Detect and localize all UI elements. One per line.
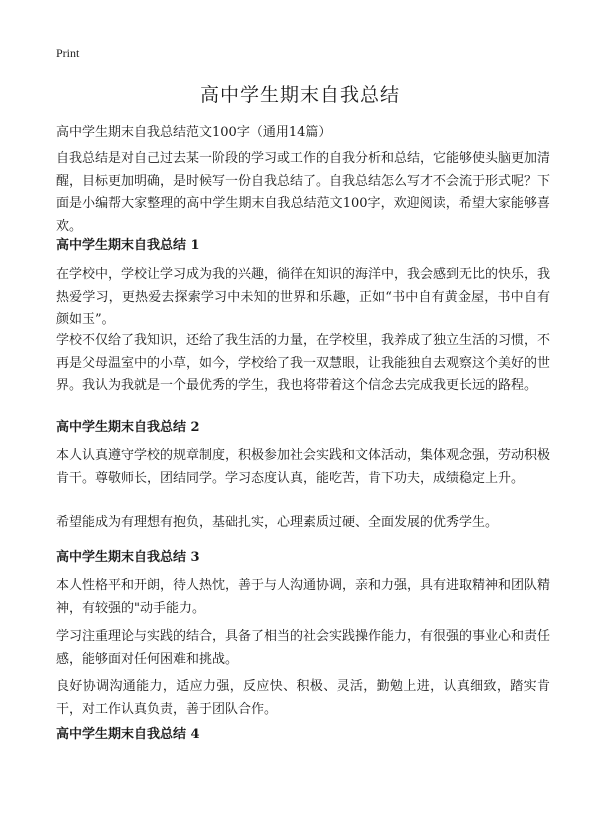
document-subtitle: 高中学生期末自我总结范文100字（通用14篇） [56,125,332,140]
section-3-paragraph-1: 本人性格平和开朗，待人热忱，善于与人沟通协调，亲和力强，具有进取精神和团队精神，有较强的"动手能力。 [56,578,551,616]
document-title: 高中学生期末自我总结 [199,84,400,106]
section-2-paragraph-2: 希望能成为有理想有抱负，基础扎实，心理素质过硬、全面发展的优秀学生。 [56,515,499,530]
section-3-paragraph-3: 良好协调沟通能力，适应力强，反应快、积极、灵活，勤勉上进，认真细致，踏实肯干，对工作认真负责，善于团队合作。 [56,679,550,717]
intro-paragraph: 自我总结是对自己过去某一阶段的学习或工作的自我分析和总结，它能够使头脑更加清醒，目标更加明确，是时候写一份自我总结了。自我总结怎么写才不会流于形式呢？下面是小编帮大家整理的高中学生期末自我总结范文100字，欢迎阅读，希望大家能够喜欢。 [56,151,551,234]
section-2-paragraph-1: 本人认真遵守学校的规章制度，积极参加社会实践和文体活动，集体观念强，劳动积极肯干。尊敬师长，团结同学。学习态度认真，能吃苦，肯下功夫，成绩稳定上升。 [56,448,551,486]
section-heading-4: 高中学生期末自我总结 4 [56,727,200,742]
section-heading-2: 高中学生期末自我总结 2 [56,420,200,435]
section-heading-3: 高中学生期末自我总结 3 [56,550,200,565]
section-1-paragraph-1: 在学校中，学校让学习成为我的兴趣，徜徉在知识的海洋中，我会感到无比的快乐，我热爱学习，更热爱去探索学习中未知的世界和乐趣，正如“书中自有黄金屋，书中自有颜如玉”。 [56,267,551,327]
section-1-paragraph-2: 学校不仅给了我知识，还给了我生活的力量，在学校里，我养成了独立生活的习惯，不再是父母温室中的小草，如今，学校给了我一双慧眼，让我能独自去观察这个美好的世界。我认为我就是一个最优秀的学生，我也将带着这个信念去完成我更长远的路程。 [56,333,551,393]
print-link[interactable]: Print [56,46,80,60]
section-heading-1: 高中学生期末自我总结 1 [56,238,200,253]
section-3-paragraph-2: 学习注重理论与实践的结合，具备了相当的社会实践操作能力，有很强的事业心和责任感，能够面对任何困难和挑战。 [56,629,551,667]
